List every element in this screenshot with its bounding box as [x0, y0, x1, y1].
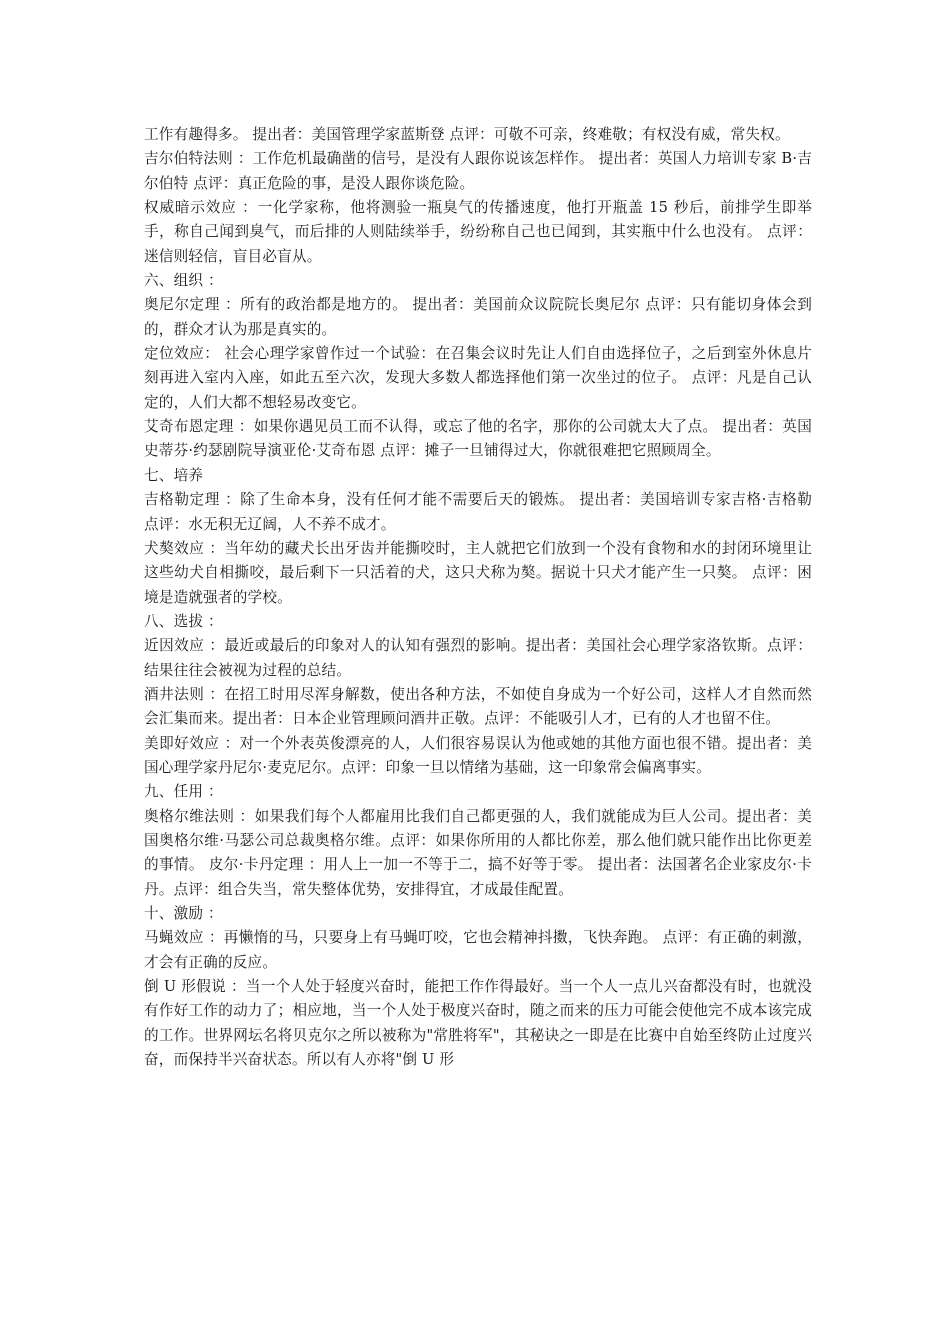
paragraph-ayckbourn-theorem: 艾奇布恩定理 ：如果你遇见员工而不认得，或忘了他的名字，那你的公司就太大了点。 提出者：英国史蒂芬·约瑟剧院导演亚伦·艾奇布恩 点评：摊子一旦铺得过大，你就很难把它照顾周全。 — [144, 418, 812, 460]
section-heading-motivation: 十、激励 ： — [144, 905, 223, 922]
paragraph-gilbert-law: 吉尔伯特法则 ：工作危机最确凿的信号，是没有人跟你说该怎样作。 提出者：英国人力培训专家 B·吉尔伯特 点评：真正危险的事，是没人跟你谈危险。 — [144, 150, 812, 192]
paragraph-lansden-continued: 工作有趣得多。 提出者：美国管理学家蓝斯登 点评：可敬不可亲，终难敬；有权没有威，常失权。 — [144, 126, 790, 143]
section-heading-selection: 八、选拔 ： — [144, 612, 223, 630]
document-body — [144, 123, 812, 1072]
section-heading-training: 七、培养 — [144, 466, 204, 484]
paragraph-mastiff-effect: 犬獒效应 ：当年幼的藏犬长出牙齿并能撕咬时，主人就把它们放到一个没有食物和水的封闭环境里让这些幼犬自相撕咬，最后剩下一只活着的犬，这只犬称为獒。据说十只犬才能产生一只獒。 点评：困境是造就强者的学校。 — [144, 539, 812, 606]
paragraph-recency-effect: 近因效应 ：最近或最后的印象对人的认知有强烈的影响。提出者：美国社会心理学家洛钦斯。点评：结果往往会被视为过程的总结。 — [144, 637, 812, 679]
paragraph-ogilvy-law: 奥格尔维法则 ：如果我们每个人都雇用比我们自己都更强的人，我们就能成为巨人公司。提出者：美国奥格尔维·马瑟公司总裁奥格尔维。点评：如果你所用的人都比你差，那么他们就只能作出比你更差的事情。 皮尔·卡丹定理 ：用人上一加一不等于二，搞不好等于零。 提出者：法国著名企业家皮尔·卡丹。点评：组合失当，常失整体优势，安排得宜，才成最佳配置。 — [144, 807, 812, 898]
paragraph-halo-effect: 美即好效应 ：对一个外表英俊漂亮的人，人们很容易误认为他或她的其他方面也很不错。提出者：美国心理学家丹尼尔·麦克尼尔。点评：印象一旦以情绪为基础，这一印象常会偏离事实。 — [144, 734, 812, 776]
paragraph-inverted-u-hypothesis: 倒 U 形假说 ：当一个人处于轻度兴奋时，能把工作作得最好。当一个人一点儿兴奋都没有时，也就没有作好工作的动力了；相应地，当一个人处于极度兴奋时，随之而来的压力可能会使他完不成本该完成的工作。世界网坛名将贝克尔之所以被称为"常胜将军"，其秘诀之一即是在比赛中自始至终防止过度兴奋，而保持半兴奋状态。所以有人亦将"倒 U 形 — [144, 978, 812, 1069]
paragraph-ziglar-theorem: 吉格勒定理 ：除了生命本身，没有任何才能不需要后天的锻炼。 提出者：美国培训专家吉格·吉格勒 点评：水无积无辽阔，人不养不成才。 — [144, 491, 812, 533]
section-heading-organization: 六、组织 ： — [144, 272, 223, 290]
paragraph-authority-suggestion: 权威暗示效应 ：一化学家称，他将测验一瓶臭气的传播速度，他打开瓶盖 15 秒后，前排学生即举手，称自己闻到臭气，而后排的人则陆续举手，纷纷称自己也已闻到，其实瓶中什么也没有。 点评：迷信则轻信，盲目必盲从。 — [144, 199, 812, 265]
paragraph-sakai-law: 酒井法则 ：在招工时用尽浑身解数，使出各种方法，不如使自身成为一个好公司，这样人才自然而然会汇集而来。提出者：日本企业管理顾问酒井正敬。点评：不能吸引人才，已有的人才也留不住。 — [144, 685, 812, 728]
paragraph-positioning-effect: 定位效应： 社会心理学家曾作过一个试验：在召集会议时先让人们自由选择位子，之后到室外休息片刻再进入室内入座，如此五至六次，发现大多数人都选择他们第一次坐过的位子。 点评：凡是自己认定的，人们大都不想轻易改变它。 — [144, 345, 812, 411]
paragraph-horsefly-effect: 马蝇效应 ：再懒惰的马，只要身上有马蝇叮咬，它也会精神抖擞，飞快奔跑。 点评：有正确的刺激，才会有正确的反应。 — [144, 929, 812, 971]
section-heading-appointment: 九、任用 ： — [144, 783, 223, 801]
paragraph-oneill-theorem: 奥尼尔定理 ：所有的政治都是地方的。 提出者：美国前众议院院长奥尼尔 点评：只有能切身体会到的，群众才认为那是真实的。 — [144, 296, 812, 338]
